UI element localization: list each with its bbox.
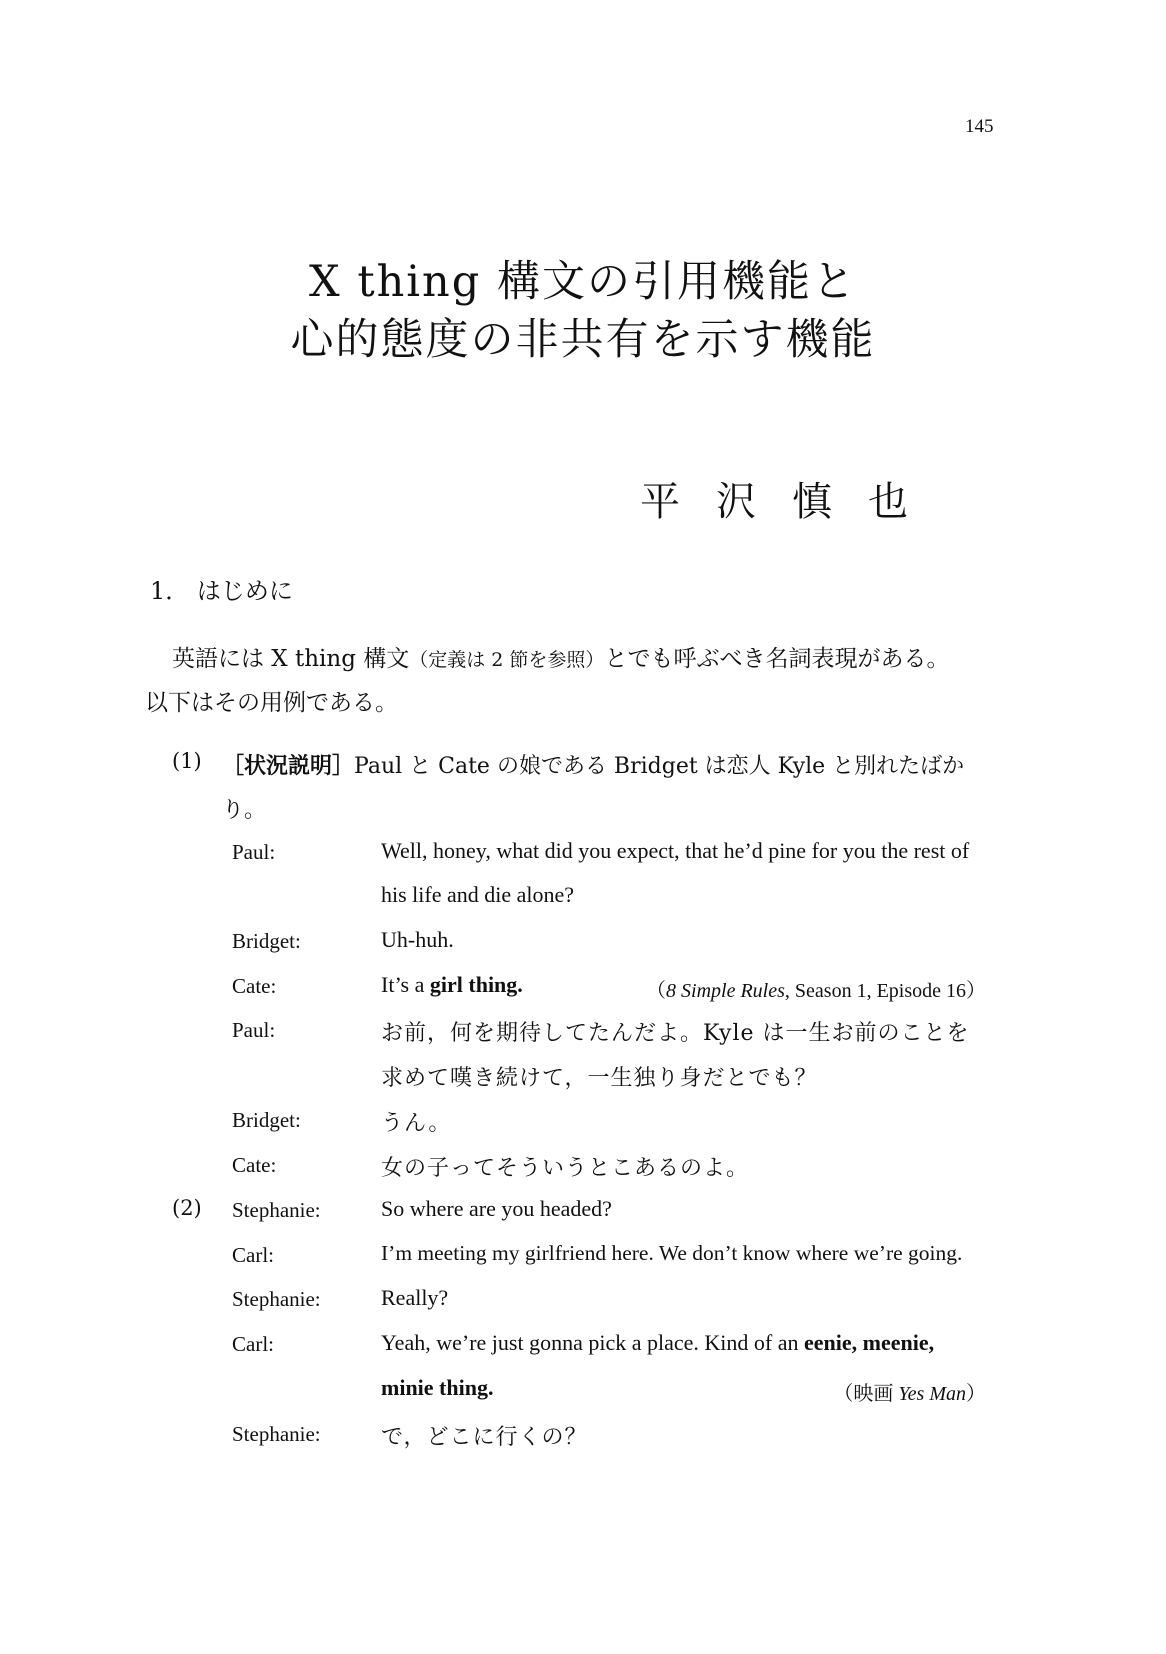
speaker-carl: Carl: (232, 1243, 274, 1267)
dialogue-row (0, 876, 1166, 920)
source-title: Yes Man (898, 1383, 966, 1405)
source-title: 8 Simple Rules (666, 980, 785, 1002)
title-line-1: X thing 構文の引用機能と (309, 257, 857, 307)
utterance-paul-1b: his life and die alone? (381, 882, 575, 907)
speaker-paul: Paul: (232, 1018, 276, 1042)
utterance-stephanie-3: で，どこに行くの？ (381, 1425, 588, 1450)
highlight-minie-thing: minie thing. (381, 1375, 494, 1400)
example-1-number: (1) (172, 749, 202, 773)
page-number: 145 (965, 116, 994, 137)
situation-line-1 (222, 749, 964, 780)
highlight-girl-thing: girl thing. (429, 972, 523, 997)
utterance-carl-2b (381, 1375, 493, 1401)
cate-1-text: It’s a (381, 972, 430, 997)
section-number: 1． (150, 577, 190, 605)
speaker-cate: Cate: (232, 974, 277, 998)
section-heading (150, 571, 293, 606)
source-close: ） (966, 1383, 986, 1405)
dialogue-row (0, 1100, 1166, 1144)
intro-text-b: とでも呼ぶべき名詞表現がある。 (604, 646, 950, 672)
dialogue-row (0, 1190, 1166, 1234)
utterance-stephanie-2: Really? (381, 1285, 449, 1310)
dialogue-row (0, 1324, 1166, 1368)
intro-paragraph-line-1 (172, 640, 949, 673)
utterance-carl-2a (381, 1330, 934, 1356)
speaker-cate: Cate: (232, 1153, 277, 1177)
source-citation (833, 1377, 986, 1406)
utterance-carl-1: I’m meeting my girlfriend here. We don’t know where we’re going. (381, 1241, 963, 1265)
utterance-cate-2: 女の子ってそういうとこあるのよ。 (381, 1156, 750, 1181)
carl-2-text: Yeah, we’re just gonna pick a place. Kind of an (381, 1330, 804, 1355)
speaker-paul: Paul: (232, 840, 276, 864)
dialogue-row (0, 1414, 1166, 1458)
dialogue-row (0, 966, 1166, 1010)
speaker-carl: Carl: (232, 1332, 274, 1356)
example-1-situation-cont (0, 787, 1166, 831)
speaker-stephanie: Stephanie: (232, 1422, 321, 1446)
dialogue-row (0, 1145, 1166, 1189)
source-rest: , Season 1, Episode 16） (784, 980, 986, 1002)
situation-text-1: Paul と Cate の娘である Bridget は恋人 Kyle と別れたばか (354, 754, 965, 779)
source-citation (646, 974, 986, 1003)
situation-label: ［状況説明］ (222, 753, 355, 779)
speaker-bridget: Bridget: (232, 929, 301, 953)
dialogue-row (0, 1235, 1166, 1279)
dialogue-row (0, 1010, 1166, 1054)
title-line-2: 心的態度の非共有を示す機能 (290, 315, 876, 365)
speaker-stephanie: Stephanie: (232, 1198, 321, 1222)
dialogue-row (0, 1279, 1166, 1323)
utterance-stephanie-1: So where are you headed? (381, 1196, 612, 1221)
speaker-bridget: Bridget: (232, 1108, 301, 1132)
intro-paragraph-line-2: 以下はその用例である。 (145, 690, 398, 716)
utterance-cate-1 (381, 972, 523, 998)
utterance-paul-1a: Well, honey, what did you expect, that he’d pine for you the rest of (381, 838, 970, 863)
dialogue-row (0, 832, 1166, 876)
example-1-situation (0, 743, 1166, 787)
utterance-paul-2b: 求めて嘆き続けて，一生独り身だとでも？ (381, 1066, 818, 1091)
author-name: 平沢慎也 (640, 479, 944, 525)
dialogue-row (0, 1369, 1166, 1413)
example-2-number: (2) (172, 1196, 202, 1220)
source-open: （映画 (833, 1383, 899, 1405)
intro-paren-note: （定義は 2 節を参照） (409, 649, 605, 671)
highlight-eenie-meenie: eenie, meenie, (803, 1330, 935, 1355)
dialogue-row (0, 921, 1166, 965)
utterance-bridget-1: Uh-huh. (381, 927, 454, 952)
source-open: （ (646, 980, 667, 1002)
utterance-paul-2a: お前，何を期待してたんだよ。Kyle は一生お前のことを (381, 1021, 970, 1046)
dialogue-row (0, 1055, 1166, 1099)
situation-text-2: り。 (222, 798, 267, 823)
speaker-stephanie: Stephanie: (232, 1287, 321, 1311)
intro-text-a: 英語には X thing 構文 (172, 646, 410, 672)
section-title: はじめに (196, 577, 293, 605)
utterance-bridget-2: うん。 (381, 1111, 452, 1136)
